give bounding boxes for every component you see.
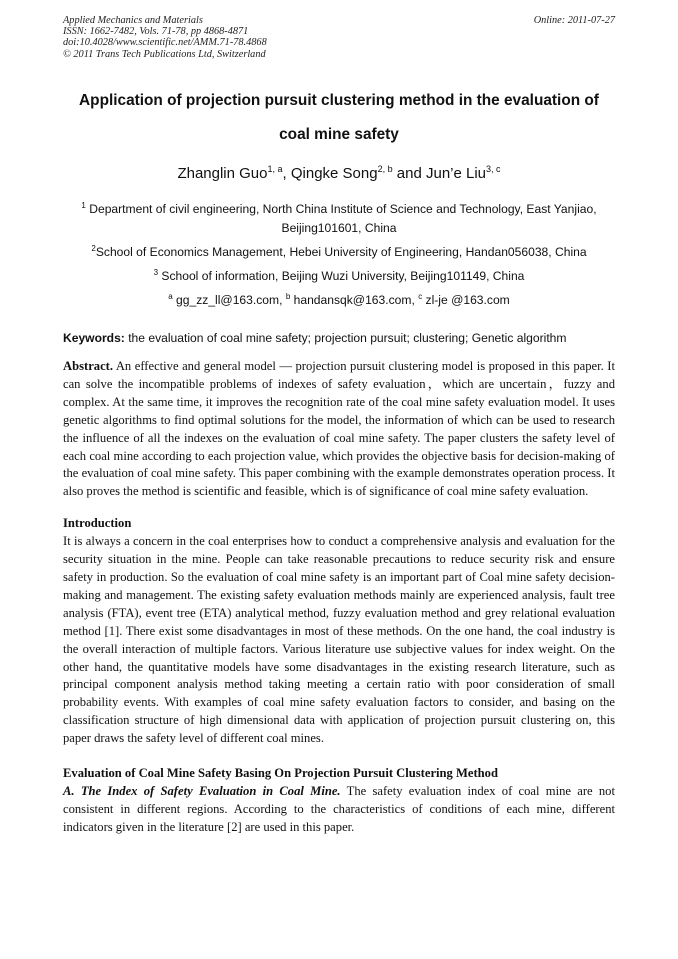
author-separator: ,	[282, 165, 291, 182]
keywords	[63, 330, 615, 347]
author-affil-mark: 3, c	[486, 164, 501, 174]
section-2-heading: Evaluation of Coal Mine Safety Basing On Projection Pursuit Clustering Method	[63, 766, 498, 781]
abstract	[63, 358, 615, 501]
affiliation-1	[63, 200, 615, 238]
author-name: Qingke Song	[290, 165, 378, 182]
affil-text: Department of civil engineering, North China Institute of Science and Technology, East Yanjiao, Beijing101601, China	[85, 202, 597, 235]
introduction-text: It is always a concern in the coal enterprises how to conduct a comprehensive analysis and evaluation for the security situation in the mine. People can take reasonable precautions to reduce security risk and ensure safety in production. So the evaluation of coal mine safety is an important part of Coal mine safety decision-making and management. The existing safety evaluation methods mainly are experienced analysis, fault tree analysis (FTA), event tree (ETA) analytical method, fuzzy evaluation method and grey relational evaluation method [1]. There exist some disadvantages in most of these methods. On the one hand, the coal industry is the overall interaction of multiple factors. Various literature use subjective values for index weight. On the other hand, the quantitative models have some disadvantages in the existing research literature, such as principal component analysis method taking meeting a certain ratio with poor consideration of small probability events. With examples of coal mine safety evaluation factors to consider, and basing on the classification structure of high dimensional data with application of projection pursuit clustering on, this paper draws the safety level of different coal mines.	[63, 534, 615, 746]
title-line-1: Application of projection pursuit clustering method in the evaluation of	[79, 92, 599, 109]
issn-line: ISSN: 1662-7482, Vols. 71-78, pp 4868-4871	[63, 26, 249, 38]
affil-text: School of information, Beijing Wuzi University, Beijing101149, China	[158, 269, 525, 283]
author-name: Zhanglin Guo	[177, 165, 268, 182]
doi-line: doi:10.4028/www.scientific.net/AMM.71-78.4868	[63, 37, 267, 49]
email-mark: c	[418, 292, 423, 301]
keywords-text: the evaluation of coal mine safety; projection pursuit; clustering; Genetic algorithm	[124, 331, 567, 345]
journal-name: Applied Mechanics and Materials	[63, 15, 203, 26]
affiliation-2	[63, 243, 615, 262]
email-line	[63, 291, 615, 310]
section-2-text	[63, 783, 615, 837]
affil-text: School of Economics Management, Hebei University of Engineering, Handan056038, China	[95, 245, 587, 259]
paper-title	[63, 84, 615, 152]
affil-mark: 1	[81, 201, 86, 210]
online-date: Online: 2011-07-27	[533, 15, 615, 26]
journal-header	[63, 15, 615, 60]
email-address: gg_zz_ll@163.com,	[172, 293, 286, 307]
author-affil-mark: 2, b	[377, 164, 393, 174]
affiliation-3	[63, 267, 615, 286]
subsection-a-label: A. The Index of Safety Evaluation in Coal Mine.	[63, 783, 341, 798]
author-affil-mark: 1, a	[267, 164, 283, 174]
affil-mark: 2	[91, 244, 96, 253]
title-line-2: coal mine safety	[279, 126, 399, 143]
email-mark: a	[168, 292, 173, 301]
affiliations	[63, 200, 615, 315]
paper-body	[63, 358, 615, 837]
email-address: handansqk@163.com,	[290, 293, 419, 307]
author-list	[63, 164, 615, 184]
email-address: zl-je @163.com	[422, 293, 510, 307]
introduction-heading: Introduction	[63, 516, 132, 531]
email-mark: b	[285, 292, 291, 301]
keywords-label: Keywords:	[63, 331, 125, 345]
author-name: Jun’e Liu	[425, 165, 487, 182]
copyright-line: © 2011 Trans Tech Publications Ltd, Switzerland	[63, 48, 266, 60]
author-separator: and	[392, 165, 426, 182]
subsection-a-text: The safety evaluation index of coal mine are not consistent in different regions. According to the characteristics of conditions of each mine, different indicators given in the literature [2] are used in this paper.	[63, 783, 615, 834]
abstract-label: Abstract.	[63, 359, 114, 373]
abstract-text: An effective and general model — projection pursuit clustering model is proposed in this paper. It can solve the incompatible problems of indexes of safety evaluation，which are uncertain，fuzzy and complex. At the same time, it improves the recognition rate of the coal mine safety evaluation model. It uses genetic algorithms to find optimal solutions for the model, the information of which can be used to research the influence of all the indexes on the evaluation of coal mine safety. The paper clusters the safety level of each coal mine according to each projection value, which provides the objective basis for decision-making of the evaluation of coal mine safety. This paper combining with the example demonstrates operation process. It also proves the method is scientific and feasible, which is of significance of coal mine safety evaluation.	[63, 359, 615, 499]
affil-mark: 3	[153, 268, 159, 277]
